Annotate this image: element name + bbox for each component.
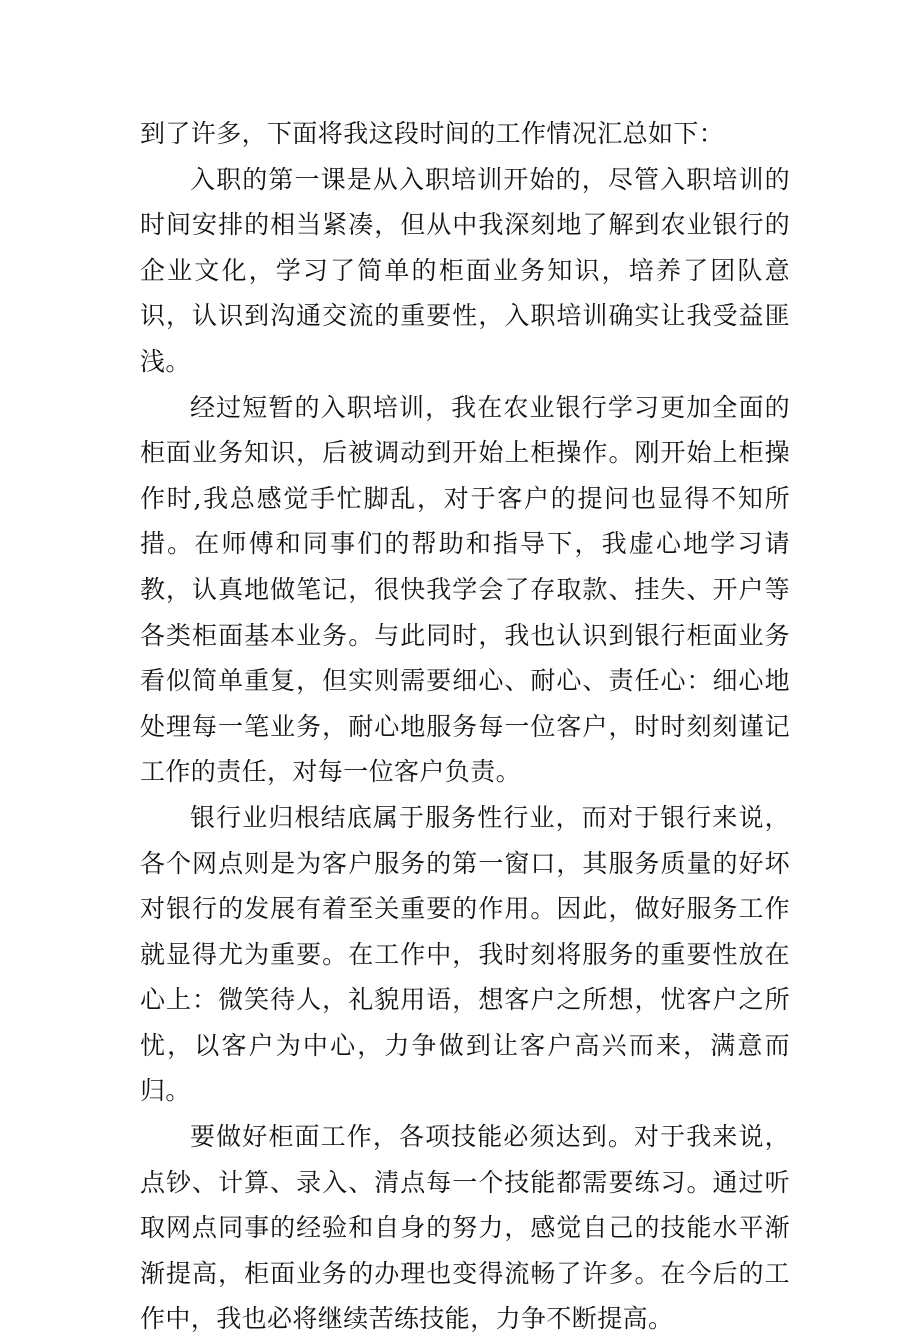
paragraph-service-quality: 银行业归根结底属于服务性行业，而对于银行来说，各个网点则是为客户服务的第一窗口，其服务质量的好坏对银行的发展有着至关重要的作用。因此，做好服务工作就显得尤为重要。在工作中，我时刻将服务的重要性放在心上：微笑待人，礼貌用语，想客户之所想，忧客户之所忧，以客户为中心，力争做到让客户高兴而来，满意而归。: [140, 802, 790, 1106]
paragraph-onboarding-training: 入职的第一课是从入职培训开始的，尽管入职培训的时间安排的相当紧凑，但从中我深刻地了解到农业银行的企业文化，学习了简单的柜面业务知识，培养了团队意识，认识到沟通交流的重要性，入职培训确实让我受益匪浅。: [140, 164, 790, 376]
paragraph-skills-practice: 要做好柜面工作，各项技能必须达到。对于我来说，点钞、计算、录入、清点每一个技能都需要练习。通过听取网点同事的经验和自身的努力，感觉自己的技能水平渐渐提高，柜面业务的办理也变得流畅了许多。在今后的工作中，我也必将继续苦练技能，力争不断提高。: [140, 1122, 790, 1334]
paragraph-counter-operations: 经过短暂的入职培训，我在农业银行学习更加全面的柜面业务知识，后被调动到开始上柜操作。刚开始上柜操作时,我总感觉手忙脚乱，对于客户的提问也显得不知所措。在师傅和同事们的帮助和指导下，我虚心地学习请教，认真地做笔记，很快我学会了存取款、挂失、开户等各类柜面基本业务。与此同时，我也认识到银行柜面业务看似简单重复，但实则需要细心、耐心、责任心：细心地处理每一笔业务，耐心地服务每一位客户，时时刻刻谨记工作的责任，对每一位客户负责。: [140, 392, 790, 787]
paragraph-continuation: 到了许多，下面将我这段时间的工作情况汇总如下：: [140, 119, 725, 148]
document-body: [140, 111, 790, 1342]
